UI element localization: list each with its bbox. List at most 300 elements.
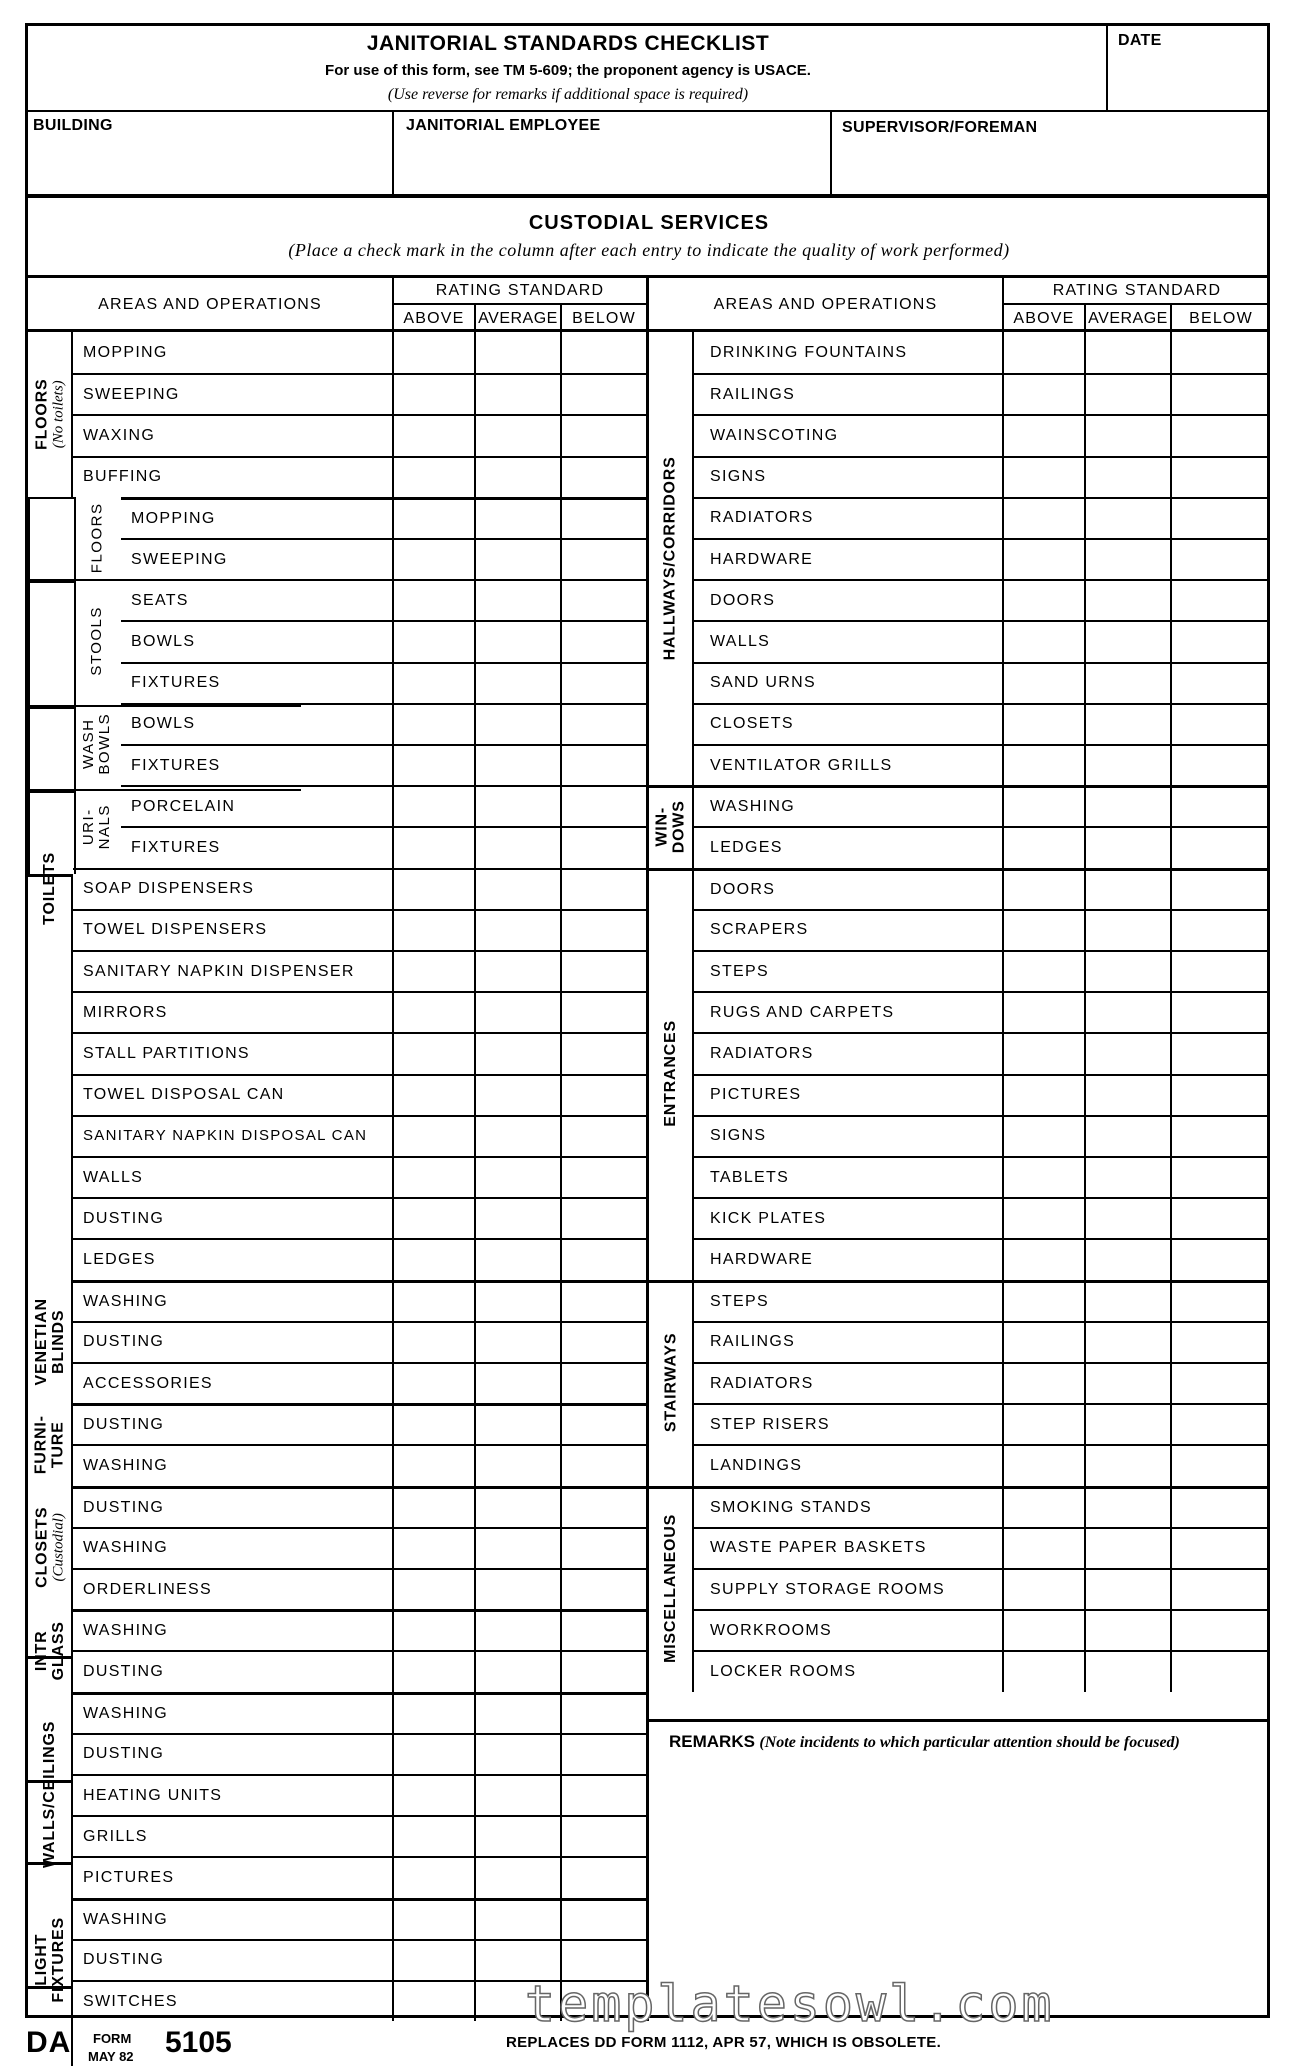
- left-toilets-stools-fixtures-average-checkbox[interactable]: [476, 664, 562, 703]
- left-toilets-mirrors-average-checkbox[interactable]: [476, 993, 562, 1032]
- right-miscellaneous-smoking-stands-label: SMOKING STANDS: [694, 1489, 1004, 1527]
- right-hallways-corridors-ventilator-grills-above-checkbox[interactable]: [1004, 746, 1086, 785]
- left-toilets-floors-label-text: FLOORS: [88, 502, 106, 574]
- left-toilets-mirrors-row: [73, 991, 646, 1032]
- left-rating-header: RATING STANDARD: [394, 278, 646, 305]
- right-stairways-landings-below-checkbox[interactable]: [1172, 1446, 1270, 1485]
- right-hallways-corridors-sand-urns-average-checkbox[interactable]: [1086, 664, 1172, 703]
- remarks-note: (Note incidents to which particular attention should be focused): [759, 1734, 1180, 1751]
- left-toilets-ledges-above-checkbox[interactable]: [394, 1240, 476, 1279]
- right-hallways-corridors-hardware-average-checkbox[interactable]: [1086, 540, 1172, 579]
- right-hallways-corridors-walls-average-checkbox[interactable]: [1086, 622, 1172, 661]
- right-stairways-step-risers-below-checkbox[interactable]: [1172, 1405, 1270, 1444]
- right-miscellaneous-locker-rooms-average-checkbox[interactable]: [1086, 1652, 1172, 1691]
- left-toilets-walls-label: WALLS: [73, 1158, 394, 1197]
- right-miscellaneous-smoking-stands-above-checkbox[interactable]: [1004, 1489, 1086, 1527]
- right-hallways-corridors-walls-below-checkbox[interactable]: [1172, 622, 1270, 661]
- left-walls-ceilings-dusting-below-checkbox[interactable]: [562, 1735, 646, 1774]
- left-walls-ceilings-heating-units-average-checkbox[interactable]: [476, 1776, 562, 1815]
- left-floors-sweeping-row: [73, 373, 646, 414]
- left-toilets-floors-mopping-average-checkbox[interactable]: [476, 500, 562, 538]
- right-hallways-corridors-doors-above-checkbox[interactable]: [1004, 581, 1086, 620]
- right-entrances-hardware-average-checkbox[interactable]: [1086, 1240, 1172, 1279]
- right-hallways-corridors-wainscoting-label: WAINSCOTING: [694, 416, 1004, 455]
- left-toilets-uri-nals-fixtures-above-checkbox[interactable]: [394, 828, 476, 867]
- right-stairways-steps-row: [694, 1280, 1270, 1321]
- left-toilets-ledges-below-checkbox[interactable]: [562, 1240, 646, 1279]
- left-closets-dusting-average-checkbox[interactable]: [476, 1489, 562, 1527]
- left-toilets-walls-average-checkbox[interactable]: [476, 1158, 562, 1197]
- left-light-fixtures-dusting-above-checkbox[interactable]: [394, 1941, 476, 1980]
- right-stairways-railings-average-checkbox[interactable]: [1086, 1323, 1172, 1362]
- right-stairways-steps-label: STEPS: [694, 1283, 1004, 1321]
- left-toilets-stools-bowls-below-checkbox[interactable]: [562, 622, 646, 661]
- left-toilets-stall-partitions-below-checkbox[interactable]: [562, 1034, 646, 1073]
- right-hallways-corridors-radiators-label: RADIATORS: [694, 499, 1004, 538]
- left-intr-glass-washing-label: WASHING: [73, 1612, 394, 1650]
- right-entrances-signs-average-checkbox[interactable]: [1086, 1117, 1172, 1156]
- left-walls-ceilings-pictures-below-checkbox[interactable]: [562, 1858, 646, 1897]
- left-furni-ture-dusting-label: DUSTING: [73, 1406, 394, 1444]
- left-venetian-blinds-dusting-average-checkbox[interactable]: [476, 1323, 562, 1362]
- left-floors-buffing-below-checkbox[interactable]: [562, 458, 646, 497]
- right-stairways-railings-row: [694, 1321, 1270, 1362]
- left-walls-ceilings-grills-below-checkbox[interactable]: [562, 1817, 646, 1856]
- left-toilets-mirrors-below-checkbox[interactable]: [562, 993, 646, 1032]
- right-hallways-corridors-signs-above-checkbox[interactable]: [1004, 458, 1086, 497]
- left-toilets-stools-fixtures-above-checkbox[interactable]: [394, 664, 476, 703]
- left-toilets-towel-disposal-can-average-checkbox[interactable]: [476, 1076, 562, 1115]
- custodial-services-header: [28, 198, 1270, 278]
- left-intr-glass-washing-average-checkbox[interactable]: [476, 1612, 562, 1650]
- building-label: BUILDING: [33, 117, 113, 134]
- left-toilets-wash-bowls-fixtures-above-checkbox[interactable]: [394, 746, 476, 785]
- left-furni-ture-dusting-above-checkbox[interactable]: [394, 1406, 476, 1444]
- left-toilets-sanitary-napkin-dispenser-above-checkbox[interactable]: [394, 952, 476, 991]
- right-miscellaneous-waste-paper-baskets-below-checkbox[interactable]: [1172, 1529, 1270, 1568]
- left-walls-ceilings-washing-below-checkbox[interactable]: [562, 1695, 646, 1733]
- left-toilets-dusting-average-checkbox[interactable]: [476, 1199, 562, 1238]
- right-stairways-step-risers-row: [694, 1403, 1270, 1444]
- right-win-dows-ledges-below-checkbox[interactable]: [1172, 828, 1270, 867]
- right-miscellaneous-group-label: [649, 1486, 694, 1692]
- left-toilets-floors-sweeping-below-checkbox[interactable]: [562, 540, 646, 579]
- left-venetian-blinds-accessories-below-checkbox[interactable]: [562, 1364, 646, 1403]
- right-hallways-corridors-wainscoting-above-checkbox[interactable]: [1004, 416, 1086, 455]
- left-walls-ceilings-grills-row: [73, 1815, 646, 1856]
- right-miscellaneous-workrooms-above-checkbox[interactable]: [1004, 1611, 1086, 1650]
- right-entrances-rugs-and-carpets-above-checkbox[interactable]: [1004, 993, 1086, 1032]
- right-entrances-radiators-below-checkbox[interactable]: [1172, 1034, 1270, 1073]
- left-furni-ture-dusting-row: [73, 1403, 646, 1444]
- left-closets-orderliness-above-checkbox[interactable]: [394, 1570, 476, 1609]
- left-venetian-blinds-accessories-above-checkbox[interactable]: [394, 1364, 476, 1403]
- right-hallways-corridors-doors-below-checkbox[interactable]: [1172, 581, 1270, 620]
- right-stairways-railings-above-checkbox[interactable]: [1004, 1323, 1086, 1362]
- left-closets-dusting-below-checkbox[interactable]: [562, 1489, 646, 1527]
- right-hallways-corridors-radiators-below-checkbox[interactable]: [1172, 499, 1270, 538]
- left-venetian-blinds-washing-below-checkbox[interactable]: [562, 1283, 646, 1321]
- right-entrances-kick-plates-above-checkbox[interactable]: [1004, 1199, 1086, 1238]
- right-win-dows-ledges-row: [694, 826, 1270, 867]
- right-hallways-corridors-doors-average-checkbox[interactable]: [1086, 581, 1172, 620]
- right-entrances-radiators-above-checkbox[interactable]: [1004, 1034, 1086, 1073]
- left-light-fixtures-group-label: [28, 1898, 73, 2022]
- right-entrances-kick-plates-below-checkbox[interactable]: [1172, 1199, 1270, 1238]
- right-miscellaneous-waste-paper-baskets-row: [694, 1527, 1270, 1568]
- left-toilets-stools-seats-above-checkbox[interactable]: [394, 581, 476, 620]
- left-light-fixtures-washing-above-checkbox[interactable]: [394, 1901, 476, 1939]
- form-note: (Use reverse for remarks if additional space is required): [387, 86, 749, 103]
- right-entrances-doors-average-checkbox[interactable]: [1086, 871, 1172, 909]
- left-toilets-dusting-below-checkbox[interactable]: [562, 1199, 646, 1238]
- right-stairways-steps-above-checkbox[interactable]: [1004, 1283, 1086, 1321]
- right-hallways-corridors-wainscoting-row: [694, 414, 1270, 455]
- right-entrances-scrapers-above-checkbox[interactable]: [1004, 911, 1086, 950]
- left-toilets-stools-seats-row: [121, 579, 646, 620]
- left-toilets-wash-bowls-fixtures-average-checkbox[interactable]: [476, 746, 562, 785]
- left-toilets-uri-nals-fixtures-row: [121, 826, 646, 867]
- left-walls-ceilings-heating-units-row: [73, 1774, 646, 1815]
- right-stairways-railings-below-checkbox[interactable]: [1172, 1323, 1270, 1362]
- left-toilets-uri-nals-porcelain-below-checkbox[interactable]: [562, 787, 646, 826]
- left-walls-ceilings-washing-label: WASHING: [73, 1695, 394, 1733]
- left-closets-orderliness-row: [73, 1568, 646, 1609]
- right-entrances-pictures-above-checkbox[interactable]: [1004, 1076, 1086, 1115]
- left-floors-waxing-below-checkbox[interactable]: [562, 416, 646, 455]
- left-closets-washing-row: [73, 1527, 646, 1568]
- left-closets-dusting-label: DUSTING: [73, 1489, 394, 1527]
- right-hallways-corridors-radiators-row: [694, 497, 1270, 538]
- left-toilets-walls-above-checkbox[interactable]: [394, 1158, 476, 1197]
- left-toilets-floors-mopping-below-checkbox[interactable]: [562, 500, 646, 538]
- left-toilets-wash-bowls-fixtures-below-checkbox[interactable]: [562, 746, 646, 785]
- left-intr-glass-group-label: [28, 1609, 73, 1691]
- right-entrances-doors-below-checkbox[interactable]: [1172, 871, 1270, 909]
- left-toilets-stall-partitions-above-checkbox[interactable]: [394, 1034, 476, 1073]
- left-toilets-uri-nals-fixtures-below-checkbox[interactable]: [562, 828, 646, 867]
- right-entrances-group-label-text: ENTRANCES: [662, 1020, 680, 1127]
- left-intr-glass-dusting-above-checkbox[interactable]: [394, 1652, 476, 1691]
- left-walls-ceilings-heating-units-below-checkbox[interactable]: [562, 1776, 646, 1815]
- right-hallways-corridors-ventilator-grills-average-checkbox[interactable]: [1086, 746, 1172, 785]
- left-toilets-floors-sweeping-above-checkbox[interactable]: [394, 540, 476, 579]
- right-entrances-pictures-average-checkbox[interactable]: [1086, 1076, 1172, 1115]
- left-toilets-towel-disposal-can-below-checkbox[interactable]: [562, 1076, 646, 1115]
- left-venetian-blinds-dusting-below-checkbox[interactable]: [562, 1323, 646, 1362]
- right-hallways-corridors-railings-above-checkbox[interactable]: [1004, 375, 1086, 414]
- right-entrances-rugs-and-carpets-average-checkbox[interactable]: [1086, 993, 1172, 1032]
- right-stairways-radiators-average-checkbox[interactable]: [1086, 1364, 1172, 1403]
- right-stairways-radiators-above-checkbox[interactable]: [1004, 1364, 1086, 1403]
- left-toilets-sanitary-napkin-disposal-can-below-checkbox[interactable]: [562, 1117, 646, 1156]
- left-walls-ceilings-grills-label: GRILLS: [73, 1817, 394, 1856]
- left-furni-ture-washing-average-checkbox[interactable]: [476, 1446, 562, 1485]
- left-table-header: [28, 278, 649, 332]
- right-win-dows-washing-above-checkbox[interactable]: [1004, 788, 1086, 826]
- left-walls-ceilings-dusting-above-checkbox[interactable]: [394, 1735, 476, 1774]
- left-closets-group-label-text: CLOSETS (Custodial): [33, 1506, 67, 1588]
- left-closets-washing-above-checkbox[interactable]: [394, 1529, 476, 1568]
- left-toilets-uri-nals-porcelain-above-checkbox[interactable]: [394, 787, 476, 826]
- right-entrances-radiators-average-checkbox[interactable]: [1086, 1034, 1172, 1073]
- left-venetian-blinds-washing-average-checkbox[interactable]: [476, 1283, 562, 1321]
- right-miscellaneous-supply-storage-rooms-below-checkbox[interactable]: [1172, 1570, 1270, 1609]
- right-hallways-corridors-signs-below-checkbox[interactable]: [1172, 458, 1270, 497]
- right-win-dows-washing-average-checkbox[interactable]: [1086, 788, 1172, 826]
- left-venetian-blinds-accessories-label: ACCESSORIES: [73, 1364, 394, 1403]
- right-hallways-corridors-sand-urns-above-checkbox[interactable]: [1004, 664, 1086, 703]
- right-entrances-steps-below-checkbox[interactable]: [1172, 952, 1270, 991]
- right-areas-header: AREAS AND OPERATIONS: [649, 278, 1004, 332]
- right-entrances-hardware-above-checkbox[interactable]: [1004, 1240, 1086, 1279]
- date-field[interactable]: [1108, 26, 1270, 112]
- left-floors-sweeping-above-checkbox[interactable]: [394, 375, 476, 414]
- left-toilets-towel-dispensers-above-checkbox[interactable]: [394, 911, 476, 950]
- left-furni-ture-dusting-average-checkbox[interactable]: [476, 1406, 562, 1444]
- left-walls-ceilings-washing-row: [73, 1692, 646, 1733]
- right-win-dows-ledges-average-checkbox[interactable]: [1086, 828, 1172, 867]
- supervisor-field[interactable]: [832, 112, 1270, 194]
- left-toilets-wash-bowls-bowls-above-checkbox[interactable]: [394, 705, 476, 744]
- right-hallways-corridors-closets-average-checkbox[interactable]: [1086, 705, 1172, 744]
- left-intr-glass-washing-above-checkbox[interactable]: [394, 1612, 476, 1650]
- right-hallways-corridors-drinking-fountains-average-checkbox[interactable]: [1086, 332, 1172, 373]
- right-miscellaneous-supply-storage-rooms-above-checkbox[interactable]: [1004, 1570, 1086, 1609]
- right-hallways-corridors-wainscoting-average-checkbox[interactable]: [1086, 416, 1172, 455]
- left-floors-waxing-average-checkbox[interactable]: [476, 416, 562, 455]
- left-walls-ceilings-heating-units-above-checkbox[interactable]: [394, 1776, 476, 1815]
- left-floors-mopping-above-checkbox[interactable]: [394, 332, 476, 373]
- right-hallways-corridors-railings-average-checkbox[interactable]: [1086, 375, 1172, 414]
- left-toilets-uri-nals-porcelain-average-checkbox[interactable]: [476, 787, 562, 826]
- right-hallways-corridors-walls-above-checkbox[interactable]: [1004, 622, 1086, 661]
- building-field[interactable]: [28, 112, 394, 194]
- right-hallways-corridors-walls-row: [694, 620, 1270, 661]
- right-hallways-corridors-sand-urns-row: [694, 662, 1270, 703]
- right-entrances-rugs-and-carpets-below-checkbox[interactable]: [1172, 993, 1270, 1032]
- right-entrances-steps-above-checkbox[interactable]: [1004, 952, 1086, 991]
- right-miscellaneous-workrooms-below-checkbox[interactable]: [1172, 1611, 1270, 1650]
- right-miscellaneous-supply-storage-rooms-average-checkbox[interactable]: [1086, 1570, 1172, 1609]
- right-stairways-group-label: [649, 1280, 694, 1486]
- right-stairways-landings-above-checkbox[interactable]: [1004, 1446, 1086, 1485]
- left-closets-orderliness-below-checkbox[interactable]: [562, 1570, 646, 1609]
- left-furni-ture-washing-below-checkbox[interactable]: [562, 1446, 646, 1485]
- left-walls-ceilings-dusting-label: DUSTING: [73, 1735, 394, 1774]
- right-entrances-signs-above-checkbox[interactable]: [1004, 1117, 1086, 1156]
- right-hallways-corridors-ventilator-grills-label: VENTILATOR GRILLS: [694, 746, 1004, 785]
- left-walls-ceilings-pictures-above-checkbox[interactable]: [394, 1858, 476, 1897]
- right-hallways-corridors-wainscoting-below-checkbox[interactable]: [1172, 416, 1270, 455]
- left-furni-ture-dusting-below-checkbox[interactable]: [562, 1406, 646, 1444]
- left-intr-glass-dusting-average-checkbox[interactable]: [476, 1652, 562, 1691]
- right-entrances-scrapers-average-checkbox[interactable]: [1086, 911, 1172, 950]
- left-floors-mopping-average-checkbox[interactable]: [476, 332, 562, 373]
- right-miscellaneous-locker-rooms-below-checkbox[interactable]: [1172, 1652, 1270, 1691]
- left-intr-glass-dusting-below-checkbox[interactable]: [562, 1652, 646, 1691]
- left-venetian-blinds-dusting-label: DUSTING: [73, 1323, 394, 1362]
- left-floors-sweeping-below-checkbox[interactable]: [562, 375, 646, 414]
- right-miscellaneous-workrooms-row: [694, 1609, 1270, 1650]
- left-venetian-blinds-washing-above-checkbox[interactable]: [394, 1283, 476, 1321]
- left-floors-buffing-average-checkbox[interactable]: [476, 458, 562, 497]
- right-entrances-tablets-row: [694, 1156, 1270, 1197]
- left-toilets-mirrors-above-checkbox[interactable]: [394, 993, 476, 1032]
- right-miscellaneous-smoking-stands-average-checkbox[interactable]: [1086, 1489, 1172, 1527]
- right-miscellaneous-locker-rooms-above-checkbox[interactable]: [1004, 1652, 1086, 1691]
- right-entrances-tablets-below-checkbox[interactable]: [1172, 1158, 1270, 1197]
- left-toilets-sanitary-napkin-dispenser-average-checkbox[interactable]: [476, 952, 562, 991]
- left-toilets-uri-nals-label: [73, 785, 121, 867]
- right-entrances-signs-below-checkbox[interactable]: [1172, 1117, 1270, 1156]
- left-floors-mopping-row: [73, 332, 646, 373]
- left-toilets-sanitary-napkin-disposal-can-average-checkbox[interactable]: [476, 1117, 562, 1156]
- right-hallways-corridors-ventilator-grills-below-checkbox[interactable]: [1172, 746, 1270, 785]
- right-hallways-corridors-radiators-above-checkbox[interactable]: [1004, 499, 1086, 538]
- footer-date: MAY 82: [88, 2049, 134, 2064]
- left-toilets-stools-bowls-above-checkbox[interactable]: [394, 622, 476, 661]
- right-miscellaneous-smoking-stands-below-checkbox[interactable]: [1172, 1489, 1270, 1527]
- left-toilets-towel-dispensers-average-checkbox[interactable]: [476, 911, 562, 950]
- right-miscellaneous-waste-paper-baskets-label: WASTE PAPER BASKETS: [694, 1529, 1004, 1568]
- right-hallways-corridors-hardware-label: HARDWARE: [694, 540, 1004, 579]
- left-venetian-blinds-washing-label: WASHING: [73, 1283, 394, 1321]
- left-toilets-towel-dispensers-below-checkbox[interactable]: [562, 911, 646, 950]
- left-toilets-wash-bowls-bowls-below-checkbox[interactable]: [562, 705, 646, 744]
- right-miscellaneous-workrooms-average-checkbox[interactable]: [1086, 1611, 1172, 1650]
- right-entrances-tablets-average-checkbox[interactable]: [1086, 1158, 1172, 1197]
- left-toilets-sanitary-napkin-dispenser-below-checkbox[interactable]: [562, 952, 646, 991]
- right-hallways-corridors-hardware-below-checkbox[interactable]: [1172, 540, 1270, 579]
- left-toilets-wash-bowls-bowls-average-checkbox[interactable]: [476, 705, 562, 744]
- left-toilets-soap-dispensers-below-checkbox[interactable]: [562, 870, 646, 909]
- right-stairways-step-risers-above-checkbox[interactable]: [1004, 1405, 1086, 1444]
- left-walls-ceilings-grills-average-checkbox[interactable]: [476, 1817, 562, 1856]
- left-toilets-ledges-row: [73, 1238, 646, 1279]
- left-toilets-soap-dispensers-average-checkbox[interactable]: [476, 870, 562, 909]
- left-light-fixtures-switches-above-checkbox[interactable]: [394, 1982, 476, 2021]
- right-hallways-corridors-closets-above-checkbox[interactable]: [1004, 705, 1086, 744]
- right-miscellaneous-locker-rooms-label: LOCKER ROOMS: [694, 1652, 1004, 1691]
- left-intr-glass-dusting-label: DUSTING: [73, 1652, 394, 1691]
- left-closets-washing-average-checkbox[interactable]: [476, 1529, 562, 1568]
- left-closets-orderliness-average-checkbox[interactable]: [476, 1570, 562, 1609]
- left-toilets-walls-below-checkbox[interactable]: [562, 1158, 646, 1197]
- right-stairways-steps-average-checkbox[interactable]: [1086, 1283, 1172, 1321]
- right-miscellaneous-waste-paper-baskets-average-checkbox[interactable]: [1086, 1529, 1172, 1568]
- left-toilets-stools-seats-average-checkbox[interactable]: [476, 581, 562, 620]
- left-intr-glass-dusting-row: [73, 1650, 646, 1691]
- left-toilets-stools-label-text: STOOLS: [88, 606, 106, 676]
- left-floors-group-label-text: FLOORS (No toilets): [33, 378, 67, 451]
- right-entrances-scrapers-below-checkbox[interactable]: [1172, 911, 1270, 950]
- right-hallways-corridors-drinking-fountains-below-checkbox[interactable]: [1172, 332, 1270, 373]
- left-toilets-dusting-above-checkbox[interactable]: [394, 1199, 476, 1238]
- left-intr-glass-group-label-text: INTR GLASS: [32, 1620, 67, 1680]
- footer-form-number: 5105: [165, 2026, 232, 2059]
- left-closets-washing-below-checkbox[interactable]: [562, 1529, 646, 1568]
- right-win-dows-ledges-above-checkbox[interactable]: [1004, 828, 1086, 867]
- right-hallways-corridors-sand-urns-below-checkbox[interactable]: [1172, 664, 1270, 703]
- left-toilets-stools-seats-below-checkbox[interactable]: [562, 581, 646, 620]
- right-entrances-scrapers-label: SCRAPERS: [694, 911, 1004, 950]
- left-floors-mopping-below-checkbox[interactable]: [562, 332, 646, 373]
- left-toilets-floors-mopping-row: [121, 497, 646, 538]
- right-stairways-radiators-below-checkbox[interactable]: [1172, 1364, 1270, 1403]
- left-venetian-blinds-accessories-average-checkbox[interactable]: [476, 1364, 562, 1403]
- right-entrances-hardware-below-checkbox[interactable]: [1172, 1240, 1270, 1279]
- left-walls-ceilings-grills-above-checkbox[interactable]: [394, 1817, 476, 1856]
- right-miscellaneous-waste-paper-baskets-above-checkbox[interactable]: [1004, 1529, 1086, 1568]
- right-stairways-landings-row: [694, 1444, 1270, 1485]
- left-toilets-floors-mopping-above-checkbox[interactable]: [394, 500, 476, 538]
- left-toilets-sanitary-napkin-disposal-can-above-checkbox[interactable]: [394, 1117, 476, 1156]
- right-win-dows-washing-row: [694, 785, 1270, 826]
- right-win-dows-washing-below-checkbox[interactable]: [1172, 788, 1270, 826]
- left-toilets-wash-bowls-bowls-row: [121, 703, 646, 744]
- left-toilets-towel-disposal-can-above-checkbox[interactable]: [394, 1076, 476, 1115]
- left-toilets-towel-dispensers-label: TOWEL DISPENSERS: [73, 911, 394, 950]
- right-stairways-landings-average-checkbox[interactable]: [1086, 1446, 1172, 1485]
- right-hallways-corridors-railings-below-checkbox[interactable]: [1172, 375, 1270, 414]
- right-hallways-corridors-drinking-fountains-above-checkbox[interactable]: [1004, 332, 1086, 373]
- left-light-fixtures-washing-below-checkbox[interactable]: [562, 1901, 646, 1939]
- left-floors-mopping-label: MOPPING: [73, 332, 394, 373]
- left-toilets-stools-fixtures-below-checkbox[interactable]: [562, 664, 646, 703]
- employee-field[interactable]: [394, 112, 832, 194]
- left-toilets-ledges-average-checkbox[interactable]: [476, 1240, 562, 1279]
- right-hallways-corridors-signs-average-checkbox[interactable]: [1086, 458, 1172, 497]
- left-walls-ceilings-pictures-average-checkbox[interactable]: [476, 1858, 562, 1897]
- left-intr-glass-washing-below-checkbox[interactable]: [562, 1612, 646, 1650]
- footer-da: DA: [26, 2026, 72, 2059]
- right-entrances-doors-above-checkbox[interactable]: [1004, 871, 1086, 909]
- right-hallways-corridors-closets-below-checkbox[interactable]: [1172, 705, 1270, 744]
- right-entrances-tablets-above-checkbox[interactable]: [1004, 1158, 1086, 1197]
- left-toilets-uri-nals-fixtures-average-checkbox[interactable]: [476, 828, 562, 867]
- left-venetian-blinds-dusting-above-checkbox[interactable]: [394, 1323, 476, 1362]
- right-stairways-steps-below-checkbox[interactable]: [1172, 1283, 1270, 1321]
- remarks-label: REMARKS: [669, 1732, 755, 1751]
- left-floors-sweeping-average-checkbox[interactable]: [476, 375, 562, 414]
- left-toilets-floors-sweeping-label: SWEEPING: [121, 540, 394, 579]
- left-light-fixtures-group-label-text: LIGHT FIXTURES: [32, 1916, 67, 2003]
- right-hallways-corridors-hardware-above-checkbox[interactable]: [1004, 540, 1086, 579]
- right-hallways-corridors-radiators-average-checkbox[interactable]: [1086, 499, 1172, 538]
- left-toilets-stall-partitions-average-checkbox[interactable]: [476, 1034, 562, 1073]
- right-entrances-kick-plates-average-checkbox[interactable]: [1086, 1199, 1172, 1238]
- left-toilets-stools-bowls-average-checkbox[interactable]: [476, 622, 562, 661]
- left-walls-ceilings-washing-above-checkbox[interactable]: [394, 1695, 476, 1733]
- left-closets-dusting-above-checkbox[interactable]: [394, 1489, 476, 1527]
- left-light-fixtures-washing-average-checkbox[interactable]: [476, 1901, 562, 1939]
- right-entrances-steps-average-checkbox[interactable]: [1086, 952, 1172, 991]
- left-walls-ceilings-dusting-average-checkbox[interactable]: [476, 1735, 562, 1774]
- left-toilets-soap-dispensers-above-checkbox[interactable]: [394, 870, 476, 909]
- left-floors-buffing-above-checkbox[interactable]: [394, 458, 476, 497]
- right-entrances-pictures-below-checkbox[interactable]: [1172, 1076, 1270, 1115]
- employee-label: JANITORIAL EMPLOYEE: [406, 117, 601, 134]
- right-hallways-corridors-doors-row: [694, 579, 1270, 620]
- left-floors-waxing-above-checkbox[interactable]: [394, 416, 476, 455]
- right-miscellaneous-supply-storage-rooms-label: SUPPLY STORAGE ROOMS: [694, 1570, 1004, 1609]
- left-walls-ceilings-washing-average-checkbox[interactable]: [476, 1695, 562, 1733]
- left-toilets-floors-sweeping-average-checkbox[interactable]: [476, 540, 562, 579]
- left-furni-ture-washing-above-checkbox[interactable]: [394, 1446, 476, 1485]
- left-closets-orderliness-label: ORDERLINESS: [73, 1570, 394, 1609]
- right-stairways-step-risers-average-checkbox[interactable]: [1086, 1405, 1172, 1444]
